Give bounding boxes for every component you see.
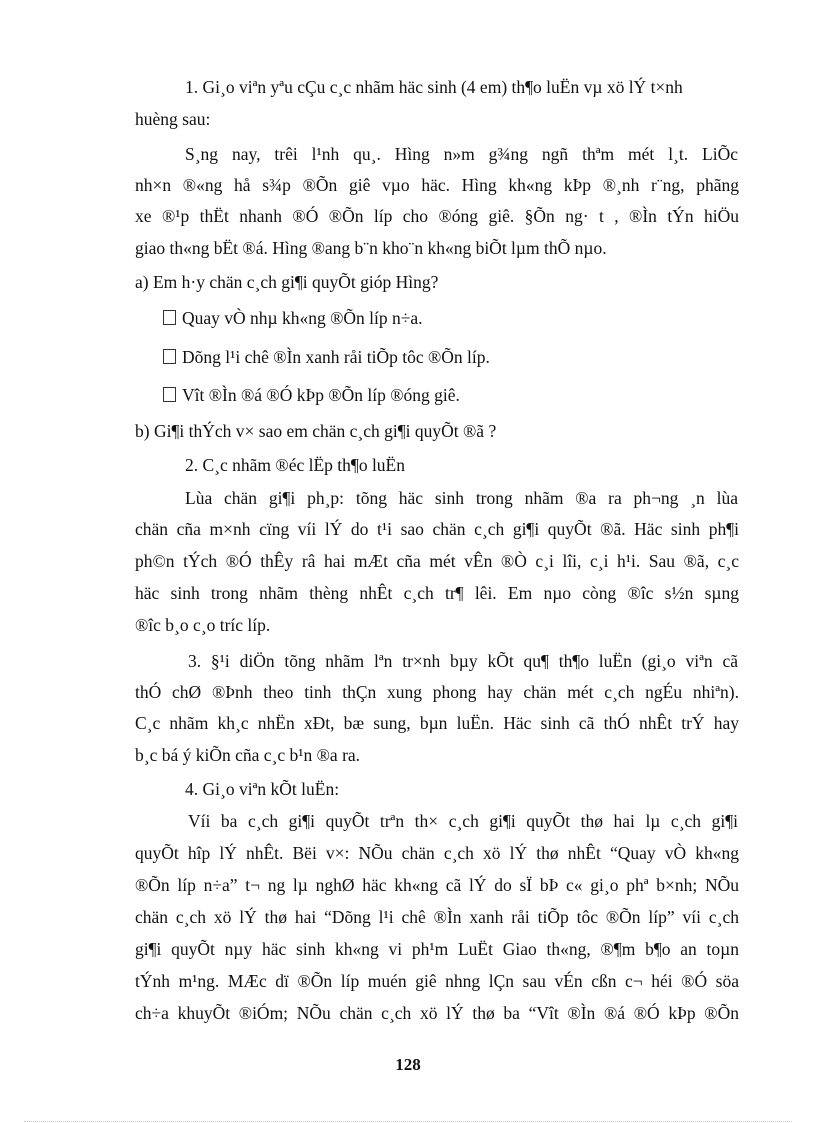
option-2-text: Dõng l¹i chê ®Ìn xanh råi tiÕp tôc ®Õn líp.: [182, 347, 490, 367]
task-2-heading: 2. C¸c nhãm ®éc lËp th¶o luËn: [185, 455, 405, 475]
body-line: ph©n tÝch ®Ó thÊy râ hai mÆt cña mét vÊn ®Ò c¸i lîi, c¸i h¹i. Sau ®ã, c¸c: [135, 551, 739, 571]
conclusion-line: tÝnh m¹ng. MÆc dï ®Õn líp muén giê nhng lÇn sau vÉn cßn c¬ héi ®Ó söa: [135, 971, 739, 991]
checkbox-icon: [163, 310, 176, 325]
question-a: a) Em h·y chän c¸ch gi¶i quyÕt gióp Hìng?: [135, 272, 439, 292]
checkbox-icon: [163, 387, 176, 402]
task-4-heading: 4. Gi¸o viªn kÕt luËn:: [185, 779, 340, 799]
option-2: [163, 346, 733, 368]
option-3-text: Vît ®Ìn ®á ®Ó kÞp ®Õn líp ®óng giê.: [182, 385, 460, 405]
body-line: b¸c bá ý kiÕn cña c¸c b¹n ®a ra.: [135, 745, 361, 765]
story-line: nh×n ®«ng hå s¾p ®Õn giê vµo häc. Hìng kh«ng kÞp ®¸nh r¨ng, phãng: [135, 175, 739, 195]
body-line: huèng sau:: [135, 109, 211, 129]
conclusion-line: quyÕt hîp lÝ nhÊt. Bëi v×: NÕu chän c¸ch xö lÝ thø nhÊt “Quay vÒ kh«ng: [135, 843, 739, 863]
body-line: chän cña m×nh cïng víi lÝ do t¹i sao chän c¸ch gi¶i quyÕt ®ã. Häc sinh ph¶i: [135, 519, 739, 539]
story-line: xe ®¹p thËt nhanh ®Ó ®Õn líp cho ®óng giê. §Õn ng· t , ®Ìn tÝn hiÖu: [135, 206, 739, 226]
question-b: b) Gi¶i thÝch v× sao em chän c¸ch gi¶i quyÕt ®ã ?: [135, 421, 497, 441]
option-1: [163, 307, 733, 329]
option-1-text: Quay vÒ nhµ kh«ng ®Õn líp n÷a.: [182, 308, 423, 328]
page-number: 128: [395, 1055, 421, 1074]
body-line: thÓ chØ ®Þnh theo tinh thÇn xung phong hay chän mét c¸ch ngÉu nhiªn).: [135, 682, 739, 702]
body-line: C¸c nhãm kh¸c nhËn xÐt, bæ sung, bµn luËn. Häc sinh cã thÓ nhÊt trÝ hay: [135, 713, 739, 733]
task-3-heading: 3. §¹i diÖn tõng nhãm lªn tr×nh bµy kÕt qu¶ th¶o luËn (gi¸o viªn cã: [188, 651, 738, 671]
checkbox-icon: [163, 349, 176, 364]
option-3: [163, 384, 733, 406]
body-line: ®îc b¸o c¸o tríc líp.: [135, 615, 271, 635]
conclusion-line: chän c¸ch xö lÝ thø hai “Dõng l¹i chê ®Ìn xanh råi tiÕp tôc ®Õn líp” víi c¸ch: [135, 907, 739, 927]
conclusion-line: gi¶i quyÕt nµy häc sinh kh«ng vi ph¹m LuËt Giao th«ng, ®¶m b¶o an toµn: [135, 939, 739, 959]
body-line: häc sinh trong nhãm thèng nhÊt c¸ch tr¶ lêi. Em nµo còng ®îc s½n sµng: [135, 583, 739, 603]
conclusion-line: ®Õn líp n÷a” t¬ ng lµ nghØ häc kh«ng cã lÝ do sÏ bÞ c« gi¸o phª b×nh; NÕu: [135, 875, 739, 895]
story-line: giao th«ng bËt ®á. Hìng ®ang b¨n kho¨n kh«ng biÕt lµm thÕ nµo.: [135, 238, 607, 258]
story-line: S¸ng nay, trêi l¹nh qu¸. Hìng n»m g¾ng ngñ thªm mét l¸t. LiÕc: [185, 144, 738, 164]
conclusion-line: ch÷a khuyÕt ®iÓm; NÕu chän c¸ch xö lÝ thø ba “Vît ®Ìn ®á ®Ó kÞp ®Õn: [135, 1003, 739, 1023]
body-line: Lùa chän gi¶i ph¸p: tõng häc sinh trong nhãm ®a ra ph¬ng ¸n lùa: [185, 488, 738, 508]
page-bottom-divider: [24, 1121, 792, 1122]
conclusion-line: Víi ba c¸ch gi¶i quyÕt trªn th× c¸ch gi¶i quyÕt thø hai lµ c¸ch gi¶i: [188, 811, 738, 831]
task-1-heading: 1. Gi¸o viªn yªu cÇu c¸c nhãm häc sinh (4 em) th¶o luËn vµ xö lÝ t×nh: [185, 77, 683, 97]
